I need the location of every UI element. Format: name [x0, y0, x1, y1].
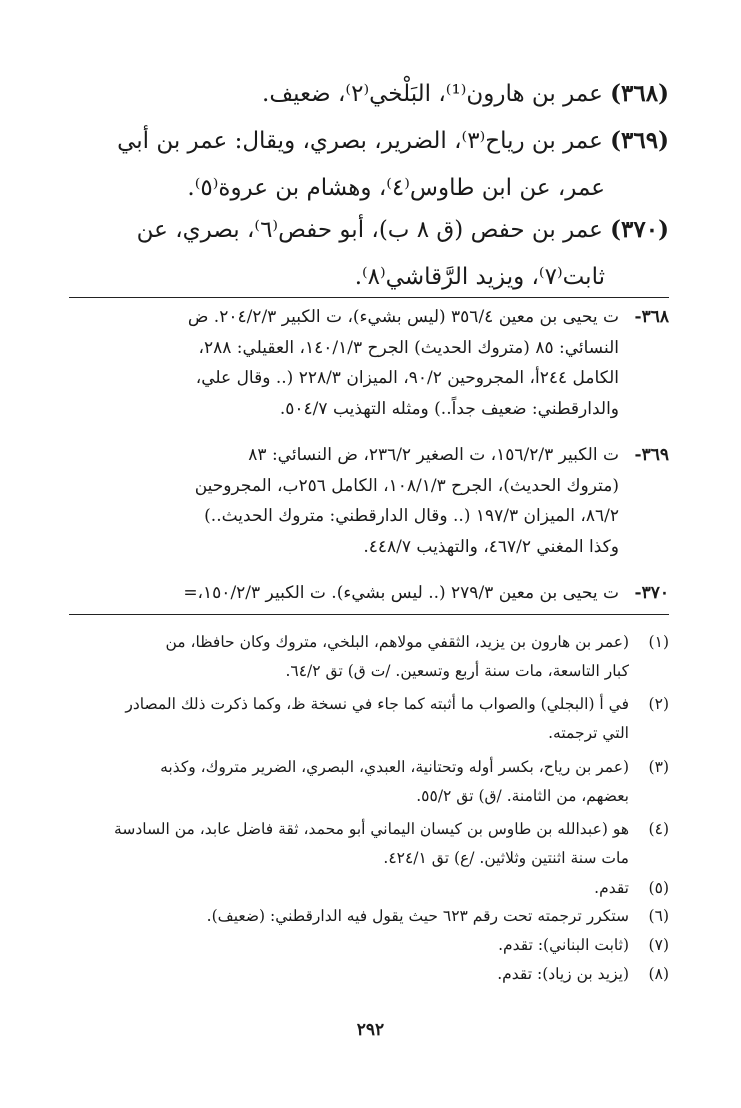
entry-text: عمر بن رياح⁽٣⁾، الضرير، بصري، ويقال: عمر بن أبي [117, 128, 603, 154]
crit-line: ت يحيى بن معين ٣٥٦/٤ (ليس بشيء)، ت الكبير ٢٠٤/٢/٣. ض [187, 307, 619, 327]
footnote-line: ستكرر ترجمته تحت رقم ٦٢٣ حيث يقول فيه الدارقطني: (ضعيف). [206, 907, 629, 925]
entry-368 [69, 70, 669, 118]
entry-text-continued: ثابت⁽٧⁾، ويزيد الرَّقاشي⁽٨⁾. [354, 264, 605, 290]
footnote-2 [69, 690, 669, 748]
entry-369 [69, 117, 669, 212]
crit-number: ٣٦٨- [634, 307, 669, 327]
crit-line: ت الكبير ١٥٦/٢/٣، ت الصغير ٢٣٦/٢، ض النسائي: ٨٣ [248, 445, 619, 465]
footnote-line: (عمر بن هارون بن يزيد، الثقفي مولاهم، البلخي، متروك وكان حافظا، من [165, 633, 629, 651]
footnote-number: (٦) [648, 907, 669, 925]
footnote-5 [69, 874, 669, 903]
footnote-line: التي ترجمته. [548, 724, 629, 742]
crit-line: الكامل ٢٤٤أ، المجروحين ٩٠/٢، الميزان ٢٢٨/٣ (.. وقال علي، [195, 368, 619, 388]
entry-number: (٣٦٨) [610, 80, 669, 107]
entry-number: (٣٧٠) [610, 216, 669, 243]
footnote-number: (٨) [648, 965, 669, 983]
footnote-number: (١) [648, 633, 669, 651]
footnote-line: (ثابت البناني): تقدم. [498, 936, 629, 954]
footnote-number: (٢) [648, 695, 669, 713]
footnote-3 [69, 753, 669, 811]
crit-line: النسائي: ٨٥ (متروك الحديث) الجرح ١٤٠/١/٣، العقيلي: ٢٨٨، [198, 337, 619, 358]
crit-line: ت يحيى بن معين ٢٧٩/٣ (.. ليس بشيء). ت الكبير ١٥٠/٢/٣،= [183, 583, 619, 603]
crit-370 [69, 578, 669, 609]
footnote-line: هو (عبدالله بن طاوس بن كيسان اليماني أبو محمد، ثقة فاضل عابد، من السادسة [114, 820, 629, 838]
footnote-line: مات سنة اثنتين وثلاثين. /ع) تق ٤٢٤/١. [383, 849, 629, 867]
footnote-4 [69, 815, 669, 873]
footnote-7 [69, 931, 669, 960]
entry-text: عمر بن هارون⁽¹⁾، البَلْخي⁽٢⁾، ضعيف. [262, 81, 603, 107]
footnote-line: في أ (البجلي) والصواب ما أثبته كما جاء في نسخة ظ، وكما ذكرت ذلك المصادر [125, 695, 629, 713]
page-number: ٢٩٢ [356, 1020, 385, 1040]
crit-line: والدارقطني: ضعيف جداً..) ومثله التهذيب ٥٠٤/٧. [279, 398, 619, 419]
crit-369 [69, 440, 669, 562]
footnote-number: (٣) [648, 758, 669, 776]
divider-main [69, 297, 669, 298]
divider-footnotes [69, 614, 669, 615]
footnote-line: (يزيد بن زياد): تقدم. [497, 965, 629, 983]
entry-text: عمر بن حفص (ق ٨ ب)، أبو حفص⁽٦⁾، بصري، عن [136, 217, 603, 243]
entry-number: (٣٦٩) [610, 127, 669, 154]
entry-370 [69, 206, 669, 301]
crit-line: ٨٦/٢، الميزان ١٩٧/٣ (.. وقال الدارقطني: متروك الحديث..) [204, 506, 619, 526]
footnote-number: (٤) [648, 820, 669, 838]
footnote-8 [69, 960, 669, 989]
footnote-number: (٥) [648, 879, 669, 897]
footnote-number: (٧) [648, 936, 669, 954]
crit-line: وكذا المغني ٤٦٧/٢، والتهذيب ٤٤٨/٧. [363, 536, 619, 557]
entry-text-continued: عمر، عن ابن طاوس⁽٤⁾، وهشام بن عروة⁽٥⁾. [187, 175, 605, 201]
crit-number: ٣٧٠- [634, 583, 669, 603]
crit-number: ٣٦٩- [634, 445, 669, 465]
footnote-6 [69, 902, 669, 931]
footnote-line: كبار التاسعة، مات سنة أربع وتسعين. /ت ق) تق ٦٤/٢. [285, 662, 629, 680]
footnote-line: تقدم. [594, 879, 629, 897]
footnote-line: (عمر بن رياح، بكسر أوله وتحتانية، العبدي، البصري، الضرير متروك، وكذبه [160, 758, 629, 776]
footnote-line: بعضهم، من الثامنة. /ق) تق ٥٥/٢. [416, 787, 629, 805]
crit-line: (متروك الحديث)، الجرح ١٠٨/١/٣، الكامل ٢٥٦ب، المجروحين [194, 475, 619, 496]
crit-368 [69, 302, 669, 424]
footnote-1 [69, 628, 669, 686]
